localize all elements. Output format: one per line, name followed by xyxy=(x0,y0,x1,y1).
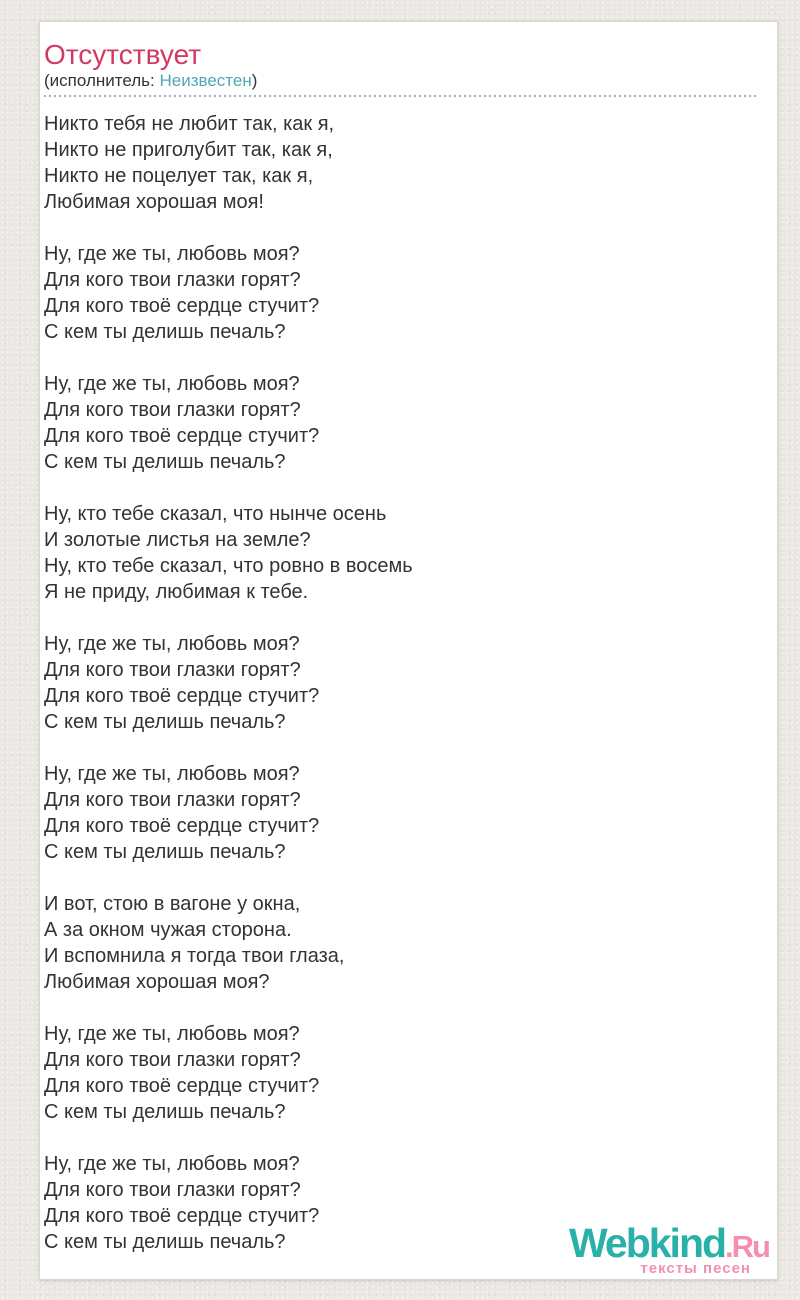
lyric-line: С кем ты делишь печаль? xyxy=(44,1101,286,1123)
lyric-line: И золотые листья на земле? xyxy=(44,529,311,551)
stanza xyxy=(44,631,759,735)
lyric-line: Любимая хорошая моя! xyxy=(44,191,264,213)
lyrics-card xyxy=(39,21,778,1280)
lyric-line: С кем ты делишь печаль? xyxy=(44,321,286,343)
stanza xyxy=(44,371,759,475)
lyric-line: Для кого твоё сердце стучит? xyxy=(44,1075,320,1097)
lyric-line: Для кого твоё сердце стучит? xyxy=(44,425,320,447)
lyric-line: Ну, где же ты, любовь моя? xyxy=(44,633,300,655)
webkind-logo-brand: Webkind xyxy=(568,1220,726,1266)
lyric-line: Для кого твои глазки горят? xyxy=(44,1179,301,1201)
lyric-line: И вот, стою в вагоне у окна, xyxy=(44,893,301,915)
lyric-line: Для кого твоё сердце стучит? xyxy=(44,685,320,707)
webkind-logo[interactable] xyxy=(568,1220,769,1277)
lyric-line: Для кого твои глазки горят? xyxy=(44,269,301,291)
lyric-line: Для кого твоё сердце стучит? xyxy=(44,295,320,317)
lyric-line: Ну, где же ты, любовь моя? xyxy=(44,373,300,395)
artist-label-prefix: (исполнитель: xyxy=(44,71,160,90)
lyric-line: С кем ты делишь печаль? xyxy=(44,841,286,863)
webkind-logo-tagline: тексты песен xyxy=(640,1260,751,1277)
lyric-line: Любимая хорошая моя? xyxy=(44,971,270,993)
lyric-line: Никто тебя не любит так, как я, xyxy=(44,113,335,135)
stanza xyxy=(44,1021,759,1125)
song-title: Отсутствует xyxy=(44,39,202,70)
lyric-line: Ну, кто тебе сказал, что нынче осень xyxy=(44,503,387,525)
artist-link[interactable]: Неизвестен xyxy=(159,71,252,90)
lyric-line: Для кого твои глазки горят? xyxy=(44,789,301,811)
webkind-logo-brandline xyxy=(568,1220,769,1266)
lyric-line: Ну, кто тебе сказал, что ровно в восемь xyxy=(44,555,413,577)
lyric-line: Ну, где же ты, любовь моя? xyxy=(44,1153,300,1175)
stanza xyxy=(44,891,759,995)
lyric-line: И вспомнила я тогда твои глаза, xyxy=(44,945,345,967)
stanza xyxy=(44,761,759,865)
lyric-line: Я не приду, любимая к тебе. xyxy=(44,581,309,603)
lyric-line: Для кого твои глазки горят? xyxy=(44,1049,301,1071)
stanza xyxy=(44,241,759,345)
lyric-line: Для кого твоё сердце стучит? xyxy=(44,815,320,837)
lyric-line: С кем ты делишь печаль? xyxy=(44,711,286,733)
lyrics xyxy=(44,111,759,1255)
webkind-logo-tld: Ru xyxy=(731,1229,769,1264)
lyric-line: С кем ты делишь печаль? xyxy=(44,1231,286,1253)
lyric-line: Для кого твоё сердце стучит? xyxy=(44,1205,320,1227)
lyric-line: А за окном чужая сторона. xyxy=(44,919,292,941)
artist-line xyxy=(44,72,759,90)
lyric-line: Никто не приголубит так, как я, xyxy=(44,139,333,161)
artist-label-suffix: ) xyxy=(251,71,258,90)
lyric-line: Ну, где же ты, любовь моя? xyxy=(44,763,300,785)
dotted-divider xyxy=(44,95,759,97)
stanza xyxy=(44,111,759,215)
lyric-line: С кем ты делишь печаль? xyxy=(44,451,286,473)
lyric-line: Для кого твои глазки горят? xyxy=(44,399,301,421)
stanza xyxy=(44,501,759,605)
webkind-logo-dot: . xyxy=(725,1229,732,1264)
lyric-line: Никто не поцелует так, как я, xyxy=(44,165,314,187)
lyric-line: Ну, где же ты, любовь моя? xyxy=(44,243,300,265)
lyric-line: Ну, где же ты, любовь моя? xyxy=(44,1023,300,1045)
lyric-line: Для кого твои глазки горят? xyxy=(44,659,301,681)
